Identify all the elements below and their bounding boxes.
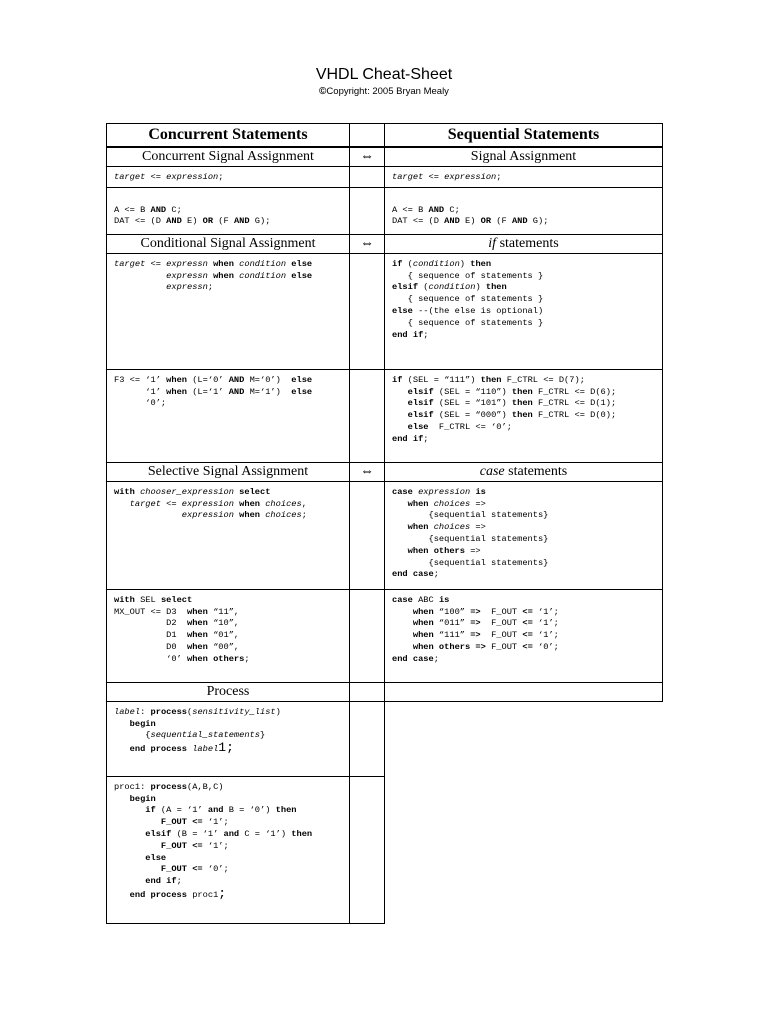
- section-concurrent-signal-assignment: Concurrent Signal Assignment: [107, 147, 350, 167]
- page-title: VHDL Cheat-Sheet: [315, 66, 453, 83]
- code-row-conditional-example: [107, 369, 663, 462]
- header-sequential: Sequential Statements: [385, 124, 663, 148]
- code-row-selective-syntax: [107, 481, 663, 589]
- section-row-process: [107, 682, 663, 701]
- code-row-example-1: [107, 187, 663, 234]
- section-signal-assignment: Signal Assignment: [385, 147, 663, 167]
- code-cell: F3 <= ‘1’ when (L=‘0’ AND M=‘0’) else ‘1’ when (L=‘1’ AND M=‘1’) else ‘0’;: [107, 369, 350, 462]
- code-cell: proc1: process(A,B,C) begin if (A = ‘1’ and B = ‘0’) then F_OUT <= ‘1’; elsif (B = ‘1’ and C = ‘1’) then F_OUT <= ‘1’; else F_OUT <= ‘0’; end if; end process proc1;: [107, 776, 350, 923]
- code-cell: target <= expressn when condition else expressn when condition else expressn;: [107, 253, 350, 369]
- copyright-symbol: ©: [319, 86, 327, 97]
- code-cell: target <= expression;: [385, 167, 663, 188]
- header-spacer: [350, 124, 385, 148]
- code-row-process-example: [107, 776, 663, 923]
- code-cell: case ABC is when “100” => F_OUT <= ‘1’; when “011” => F_OUT <= ‘1’; when “111” => F_OUT <= ‘1’; when others => F_OUT <= ‘0’; end case;: [385, 589, 663, 682]
- header-concurrent: Concurrent Statements: [107, 124, 350, 148]
- section-row-signal-assignment: [107, 147, 663, 167]
- code-cell: with chooser_expression select target <= expression when choices, expression when choices;: [107, 481, 350, 589]
- code-cell: with SEL select MX_OUT <= D3 when “11”, D2 when “10”, D1 when “01”, D0 when “00”, ‘0’ when others;: [107, 589, 350, 682]
- code-row-selective-example: [107, 589, 663, 682]
- code-cell: label: process(sensitivity_list) begin {sequential_statements} end process label1;: [107, 701, 350, 776]
- code-row-syntax-1: [107, 167, 663, 188]
- section-process: Process: [107, 682, 350, 701]
- code-cell: if (condition) then { sequence of statements } elsif (condition) then { sequence of statements } else --(the else is optional) { sequence of statements } end if;: [385, 253, 663, 369]
- code-cell: target <= expression;: [107, 167, 350, 188]
- code-cell: A <= B AND C; DAT <= (D AND E) OR (F AND G);: [107, 187, 350, 234]
- copyright-text: Copyright: 2005 Bryan Mealy: [326, 86, 449, 97]
- code-row-conditional-syntax: [107, 253, 663, 369]
- header-row: [107, 124, 663, 148]
- equivalence-arrow-icon: ⇔: [350, 462, 385, 481]
- cheat-sheet-table: [106, 123, 663, 924]
- code-row-process-syntax: [107, 701, 663, 776]
- equivalence-arrow-icon: ⇔: [350, 147, 385, 167]
- section-row-selective: [107, 462, 663, 481]
- code-cell: if (SEL = “111”) then F_CTRL <= D(7); elsif (SEL = “110”) then F_CTRL <= D(6); elsif (SEL = “101”) then F_CTRL <= D(1); elsif (SEL = “000”) then F_CTRL <= D(0); else F_CTRL <= ‘0’; end if;: [385, 369, 663, 462]
- equivalence-arrow-icon: ⇔: [350, 234, 385, 253]
- section-case-statements: case statements: [385, 462, 663, 481]
- copyright-line: [0, 86, 768, 97]
- section-conditional-signal-assignment: Conditional Signal Assignment: [107, 234, 350, 253]
- code-cell: case expression is when choices => {sequential statements} when choices => {sequential statements} when others => {sequential statements} end case;: [385, 481, 663, 589]
- section-selective-signal-assignment: Selective Signal Assignment: [107, 462, 350, 481]
- section-row-conditional: [107, 234, 663, 253]
- code-cell: A <= B AND C; DAT <= (D AND E) OR (F AND G);: [385, 187, 663, 234]
- section-if-statements: if statements: [385, 234, 663, 253]
